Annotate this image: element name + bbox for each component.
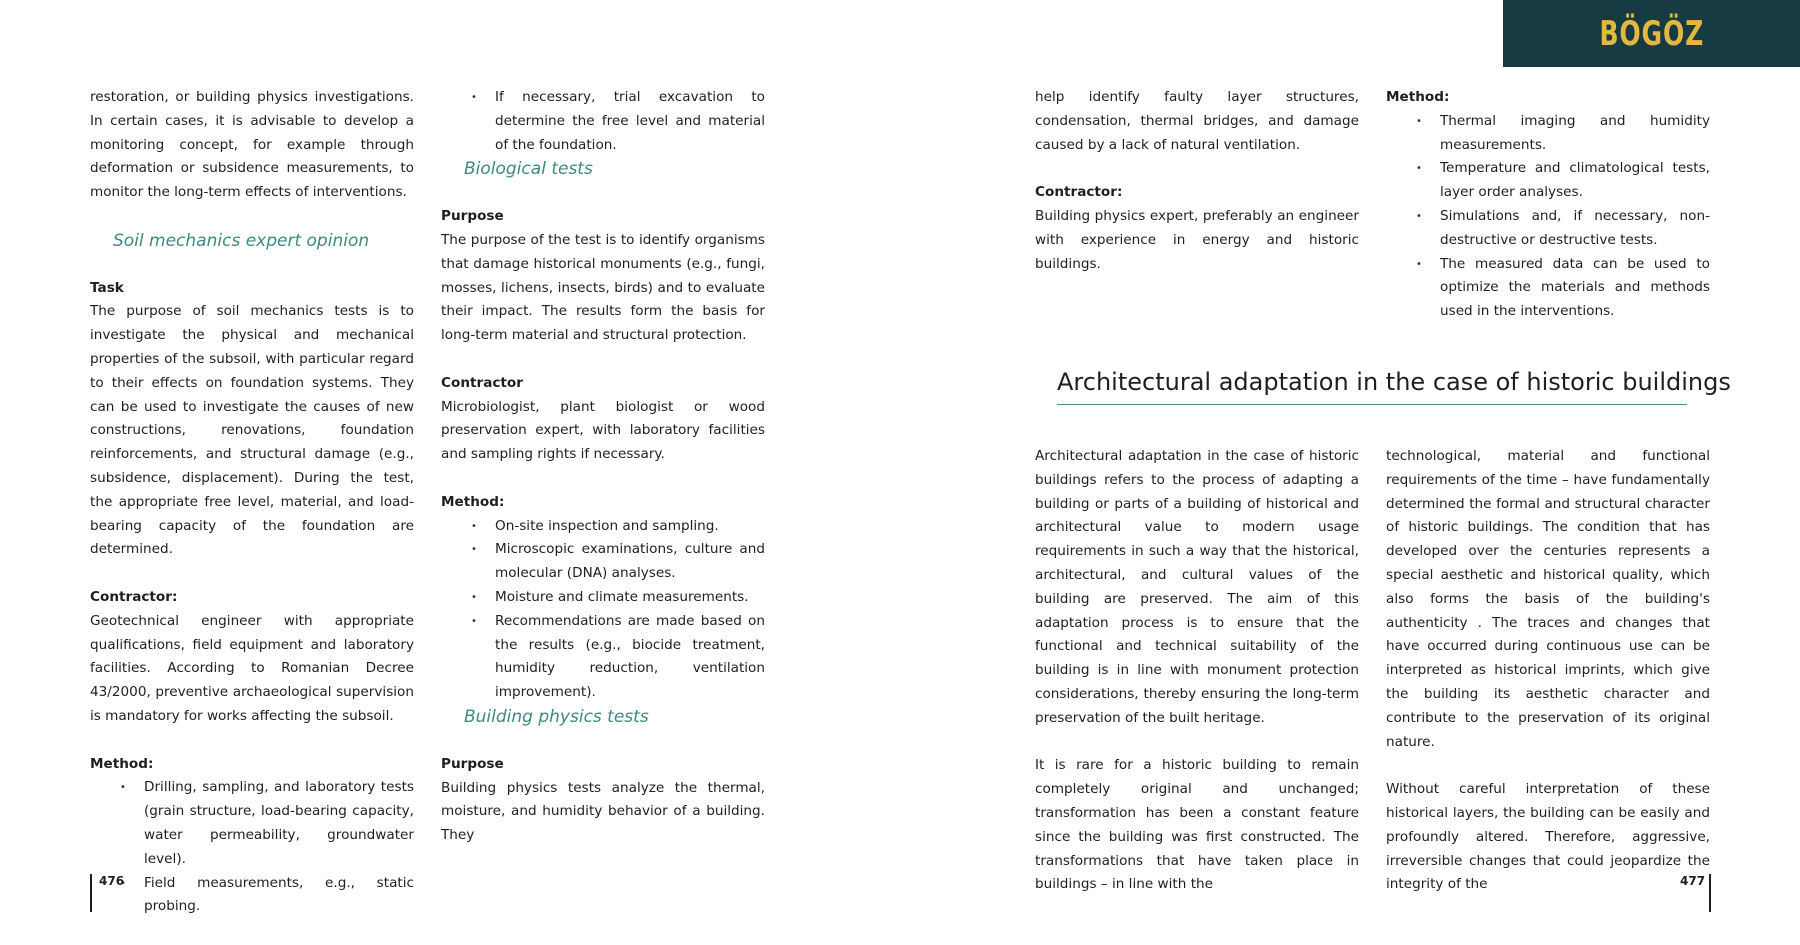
- left-page-column-2: [441, 86, 765, 848]
- body-paragraph: It is rare for a historic building to remain completely original and unchanged; transformation has been a constant feature since the building was first constructed. The transformations that have taken place in buildings – in line with the: [1035, 757, 1359, 893]
- list-item: • If necessary, trial excavation to determine the free level and material of the foundation.: [441, 86, 765, 157]
- page-number-rule-right: [1709, 874, 1711, 912]
- method-label: Method:: [1386, 89, 1450, 105]
- adaptation-column-2: [1386, 445, 1710, 897]
- contractor-paragraph: Microbiologist, plant biologist or wood preservation expert, with laboratory facilities and sampling rights if necessary.: [441, 398, 765, 463]
- biological-tests-heading: Biological tests: [464, 159, 593, 180]
- purpose-label: Purpose: [441, 208, 504, 225]
- purpose-paragraph: The purpose of the test is to identify organisms that damage historical monuments (e.g., fungi, mosses, lichens, insects, birds) and to evaluate their impact. The results form the basis for long-term material and structural protection.: [441, 231, 765, 344]
- body-paragraph: technological, material and functional requirements of the time – have fundamentally determined the formal and structural character of historic buildings. The condition that has developed over the centuries represents a special aesthetic and historical quality, which also forms the basis of the building's authenticity . The traces and changes that have occurred during continuous use can be interpreted as historical imprints, which give the building its aesthetic character and contribute to the preservation of its original nature.: [1386, 448, 1710, 750]
- body-paragraph: Architectural adaptation in the case of historic buildings refers to the process of adapting a building or parts of a building of historical and architectural value to modern usage requirements in such a way that the historical, architectural, and cultural values of the building are preserved. The aim of this adaptation process is to ensure that the functional and technical suitability of the building is in line with monument protection considerations, thereby ensuring the long-term preservation of the built heritage.: [1035, 448, 1359, 726]
- body-paragraph: Without careful interpretation of these historical layers, the building can be easily and profoundly altered. Therefore, aggressive, irreversible changes that could jeopardize the integrity of the: [1386, 781, 1710, 893]
- intro-paragraph: help identify faulty layer structures, condensation, thermal bridges, and damage caused by a lack of natural ventilation.: [1035, 89, 1359, 153]
- list-item: • Recommendations are made based on the results (e.g., biocide treatment, humidity reduction, ventilation improvement).: [441, 610, 765, 705]
- list-item: • Moisture and climate measurements.: [441, 586, 765, 610]
- contractor-label: Contractor:: [90, 588, 178, 605]
- contractor-paragraph: Building physics expert, preferably an engineer with experience in energy and historic buildings.: [1035, 207, 1359, 272]
- task-label: Task: [90, 279, 124, 296]
- task-paragraph: The purpose of soil mechanics tests is to investigate the physical and mechanical properties of the subsoil, with particular regard to their effects on foundation systems. They can be used to investigate the causes of new constructions, renovations, foundation reinforcements, and structural damage (e.g., subsidence, displacement). During the test, the appropriate free level, material, and load-bearing capacity of the foundation are determined.: [90, 303, 414, 558]
- brand-logo-text: BÖGÖZ: [1599, 13, 1704, 54]
- contractor-paragraph: Geotechnical engineer with appropriate qualifications, field equipment and laboratory facilities. According to Romanian Decree 43/2000, preventive archaeological supervision is mandatory for works affecting the subsoil.: [90, 612, 414, 724]
- list-item: • The measured data can be used to optimize the materials and methods used in the interventions.: [1386, 253, 1710, 324]
- list-item: • Microscopic examinations, culture and molecular (DNA) analyses.: [441, 538, 765, 586]
- list-item: • Simulations and, if necessary, non-destructive or destructive tests.: [1386, 205, 1710, 253]
- method-list: [1386, 110, 1710, 324]
- continued-method-list: [441, 86, 765, 157]
- soil-mechanics-heading: Soil mechanics expert opinion: [113, 230, 370, 251]
- list-item: • Thermal imaging and humidity measurements.: [1386, 110, 1710, 158]
- building-physics-heading: Building physics tests: [464, 706, 649, 727]
- left-page-column-1: [90, 86, 414, 919]
- right-page-column-1: [1035, 86, 1359, 276]
- right-page-column-2: [1386, 86, 1710, 324]
- list-item: • On-site inspection and sampling.: [441, 515, 765, 539]
- method-list: [90, 776, 414, 919]
- method-list: [441, 515, 765, 705]
- page-number-rule-left: [90, 874, 92, 912]
- list-item: • Field measurements, e.g., static probing.: [90, 872, 414, 920]
- page-number-left: 476: [99, 874, 125, 888]
- method-label: Method:: [90, 755, 154, 772]
- adaptation-column-1: [1035, 445, 1359, 897]
- intro-paragraph: restoration, or building physics investigations. In certain cases, it is advisable to develop a monitoring concept, for example through deformation or subsidence measurements, to monitor the long-term effects of interventions.: [90, 89, 414, 201]
- page-number-right: 477: [1680, 874, 1706, 888]
- list-item: • Temperature and climatological tests, layer order analyses.: [1386, 157, 1710, 205]
- contractor-label: Contractor:: [1035, 184, 1123, 201]
- purpose-label: Purpose: [441, 755, 504, 772]
- list-item: • Drilling, sampling, and laboratory tests (grain structure, load-bearing capacity, water permeability, groundwater level).: [90, 776, 414, 871]
- brand-logo: [1503, 0, 1800, 67]
- method-label: Method:: [441, 493, 505, 510]
- contractor-label: Contractor: [441, 374, 523, 391]
- section-title: Architectural adaptation in the case of historic buildings: [1057, 362, 1687, 405]
- purpose-paragraph: Building physics tests analyze the thermal, moisture, and humidity behavior of a building. They: [441, 779, 765, 844]
